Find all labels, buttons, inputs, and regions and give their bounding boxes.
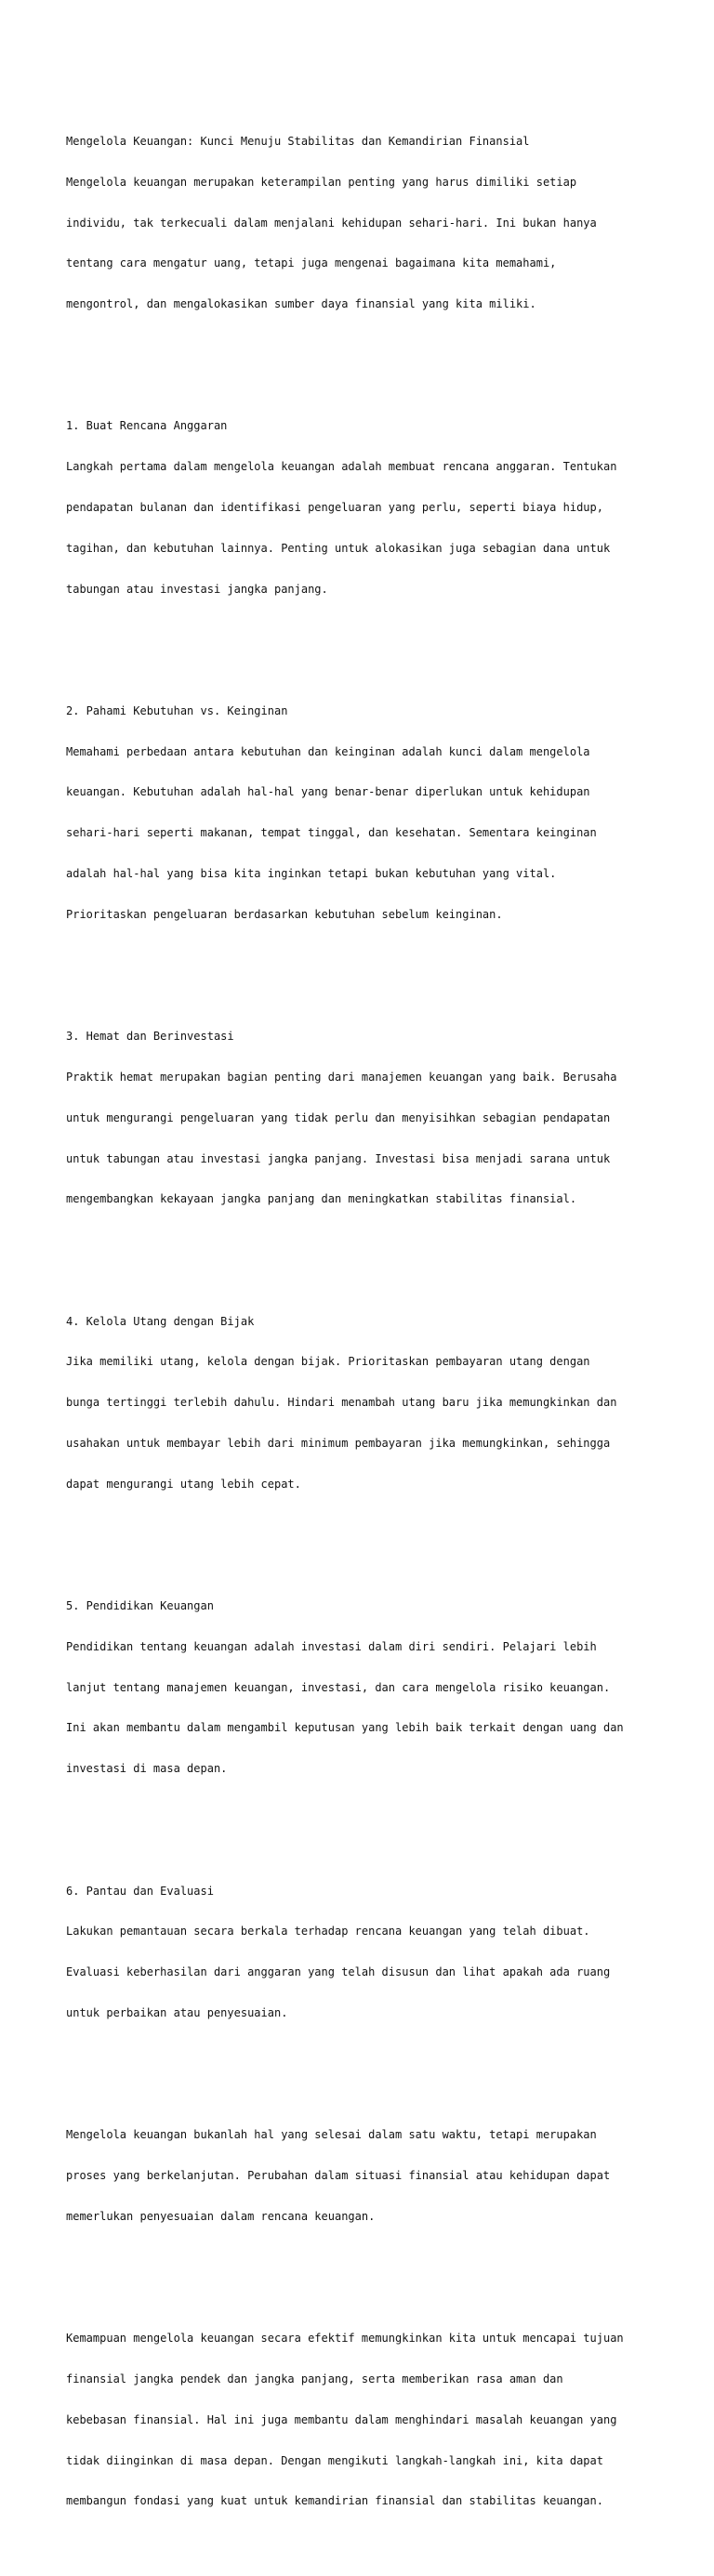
section-line: Pendidikan tentang keuangan adalah investasi dalam diri sendiri. Pelajari lebih xyxy=(66,1639,597,1653)
section-financial-education xyxy=(66,1572,680,1803)
section-line: Ini akan membantu dalam mengambil keputusan yang lebih baik terkait dengan uang dan xyxy=(66,1721,624,1735)
section-line: Lakukan pemantauan secara berkala terhadap rencana keuangan yang telah dibuat. xyxy=(66,1925,590,1939)
section-manage-debt xyxy=(66,1287,680,1518)
section-line: Langkah pertama dalam mengelola keuangan adalah membuat rencana anggaran. Tentukan xyxy=(66,460,617,474)
document-title: Mengelola Keuangan: Kunci Menuju Stabilitas dan Kemandirian Finansial xyxy=(66,134,530,148)
section-save-invest xyxy=(66,1003,680,1233)
section-budget-plan xyxy=(66,392,680,623)
closing-line: kebebasan finansial. Hal ini juga membantu dalam menghindari masalah keuangan yang xyxy=(66,2412,617,2426)
document-page xyxy=(66,67,680,2576)
section-heading: 6. Pantau dan Evaluasi xyxy=(66,1884,214,1898)
section-monitor-evaluate xyxy=(66,1857,680,2046)
closing-line: memerlukan penyesuaian dalam rencana keuangan. xyxy=(66,2209,376,2223)
section-line: sehari-hari seperti makanan, tempat tinggal, dan kesehatan. Sementara keinginan xyxy=(66,826,597,840)
section-line: dapat mengurangi utang lebih cepat. xyxy=(66,1477,301,1491)
closing-paragraph-1 xyxy=(66,2101,680,2251)
closing-line: finansial jangka pendek dan jangka panjang, serta memberikan rasa aman dan xyxy=(66,2372,563,2385)
section-line: untuk tabungan atau investasi jangka panjang. Investasi bisa menjadi sarana untuk xyxy=(66,1151,611,1165)
closing-line: membangun fondasi yang kuat untuk kemandirian finansial dan stabilitas keuangan. xyxy=(66,2494,603,2508)
section-line: bunga tertinggi terlebih dahulu. Hindari menambah utang baru jika memungkinkan dan xyxy=(66,1396,617,1410)
closing-line: tidak diinginkan di masa depan. Dengan mengikuti langkah-langkah ini, kita dapat xyxy=(66,2453,603,2467)
section-line: Praktik hemat merupakan bagian penting dari manajemen keuangan yang baik. Berusaha xyxy=(66,1070,617,1084)
closing-line: Mengelola keuangan bukanlah hal yang selesai dalam satu waktu, tetapi merupakan xyxy=(66,2128,597,2142)
intro-line: mengontrol, dan mengalokasikan sumber daya finansial yang kita miliki. xyxy=(66,297,536,311)
intro-line: tentang cara mengatur uang, tetapi juga mengenai bagaimana kita memahami, xyxy=(66,256,557,270)
section-needs-vs-wants xyxy=(66,677,680,949)
section-line: lanjut tentang manajemen keuangan, investasi, dan cara mengelola risiko keuangan. xyxy=(66,1680,611,1694)
section-line: adalah hal-hal yang bisa kita inginkan tetapi bukan kebutuhan yang vital. xyxy=(66,867,557,881)
section-heading: 2. Pahami Kebutuhan vs. Keinginan xyxy=(66,703,288,717)
intro-paragraph xyxy=(66,108,680,338)
section-line: mengembangkan kekayaan jangka panjang dan meningkatkan stabilitas finansial. xyxy=(66,1192,577,1206)
section-line: Memahami perbedaan antara kebutuhan dan keinginan adalah kunci dalam mengelola xyxy=(66,744,590,758)
section-line: untuk perbaikan atau penyesuaian. xyxy=(66,2005,288,2019)
section-line: keuangan. Kebutuhan adalah hal-hal yang benar-benar diperlukan untuk kehidupan xyxy=(66,785,590,799)
closing-line: proses yang berkelanjutan. Perubahan dalam situasi finansial atau kehidupan dapat xyxy=(66,2169,611,2183)
section-line: usahakan untuk membayar lebih dari minimum pembayaran jika memungkinkan, sehingga xyxy=(66,1436,611,1450)
section-line: untuk mengurangi pengeluaran yang tidak perlu dan menyisihkan sebagian pendapatan xyxy=(66,1111,611,1124)
section-heading: 5. Pendidikan Keuangan xyxy=(66,1599,214,1613)
section-line: Jika memiliki utang, kelola dengan bijak. Prioritaskan pembayaran utang dengan xyxy=(66,1355,590,1369)
section-line: investasi di masa depan. xyxy=(66,1762,228,1776)
intro-line: Mengelola keuangan merupakan keterampilan penting yang harus dimiliki setiap xyxy=(66,175,577,189)
section-line: tabungan atau investasi jangka panjang. xyxy=(66,582,328,596)
section-heading: 4. Kelola Utang dengan Bijak xyxy=(66,1314,255,1328)
closing-line: Kemampuan mengelola keuangan secara efektif memungkinkan kita untuk mencapai tujuan xyxy=(66,2332,624,2346)
section-heading: 3. Hemat dan Berinvestasi xyxy=(66,1030,234,1044)
section-heading: 1. Buat Rencana Anggaran xyxy=(66,419,228,433)
intro-line: individu, tak terkecuali dalam menjalani kehidupan sehari-hari. Ini bukan hanya xyxy=(66,216,597,230)
section-line: pendapatan bulanan dan identifikasi pengeluaran yang perlu, seperti biaya hidup, xyxy=(66,501,603,514)
section-line: tagihan, dan kebutuhan lainnya. Penting untuk alokasikan juga sebagian dana untuk xyxy=(66,541,611,555)
section-line: Prioritaskan pengeluaran berdasarkan kebutuhan sebelum keinginan. xyxy=(66,907,503,921)
section-line: Evaluasi keberhasilan dari anggaran yang telah disusun dan lihat apakah ada ruang xyxy=(66,1965,611,1979)
closing-paragraph-2 xyxy=(66,2305,680,2535)
